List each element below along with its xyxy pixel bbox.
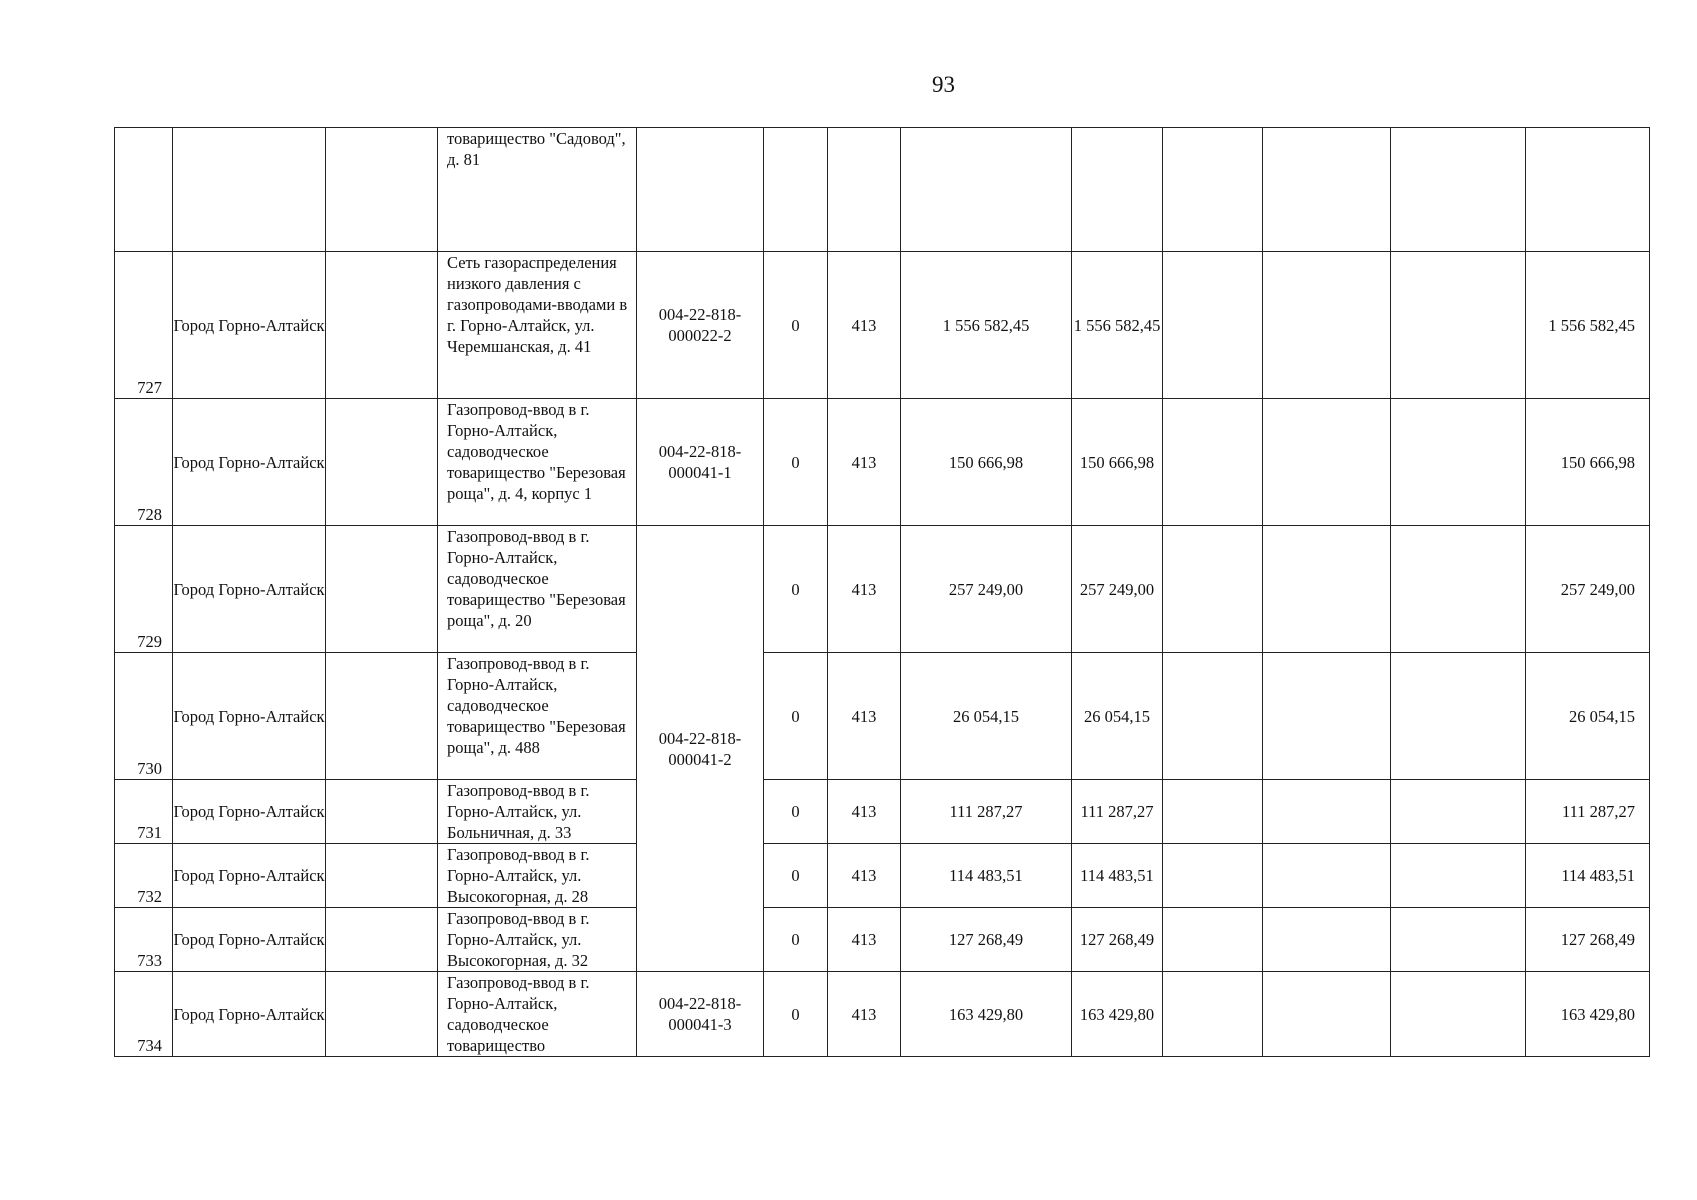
empty-cell [326,252,438,399]
row-number-cell: 731 [115,780,173,844]
municipality-cell: Город Горно-Алтайск [173,908,326,972]
page-number: 93 [932,72,955,97]
table-row [115,780,1650,844]
empty-cell [1163,844,1263,908]
total-cell: 163 429,80 [1526,972,1650,1057]
register-table [114,127,1650,1057]
empty-cell [764,128,828,252]
description-cell: Газопровод-ввод в г. Горно-Алтайск, садоводческое товарищество [438,972,637,1057]
empty-cell [1391,780,1526,844]
total-cell: 111 287,27 [1526,780,1650,844]
empty-cell [1263,844,1391,908]
municipality-cell: Город Горно-Алтайск [173,399,326,526]
amount-cell: 150 666,98 [901,399,1072,526]
table-row [115,526,1650,653]
cadastral-cell [637,128,764,252]
municipality-cell: Город Горно-Алтайск [173,252,326,399]
empty-cell [1263,972,1391,1057]
amount-cell: 257 249,00 [1072,526,1163,653]
empty-cell [1391,908,1526,972]
total-cell: 127 268,49 [1526,908,1650,972]
row-number-cell: 733 [115,908,173,972]
total-cell: 114 483,51 [1526,844,1650,908]
empty-cell [1163,653,1263,780]
total-cell: 257 249,00 [1526,526,1650,653]
value-cell: 413 [828,972,901,1057]
table-row [115,908,1650,972]
amount-cell: 127 268,49 [1072,908,1163,972]
amount-cell: 163 429,80 [1072,972,1163,1057]
value-cell: 0 [764,844,828,908]
empty-cell [1163,128,1263,252]
value-cell: 413 [828,653,901,780]
cadastral-cell: 004-22-818-000041-3 [637,972,764,1057]
total-cell: 1 556 582,45 [1526,252,1650,399]
value-cell: 413 [828,844,901,908]
empty-cell [326,128,438,252]
municipality-cell [173,128,326,252]
description-cell: товарищество "Садовод", д. 81 [438,128,637,252]
amount-cell: 111 287,27 [901,780,1072,844]
value-cell: 413 [828,908,901,972]
row-number-cell [115,128,173,252]
empty-cell [326,844,438,908]
empty-cell [1263,252,1391,399]
amount-cell: 163 429,80 [901,972,1072,1057]
description-cell: Газопровод-ввод в г. Горно-Алтайск, садоводческое товарищество "Березовая роща", д. 4, корпус 1 [438,399,637,526]
value-cell: 0 [764,972,828,1057]
empty-cell [1163,908,1263,972]
empty-cell [1263,653,1391,780]
empty-cell [326,399,438,526]
value-cell: 0 [764,780,828,844]
empty-cell [1391,128,1526,252]
amount-cell: 26 054,15 [901,653,1072,780]
row-number-cell: 730 [115,653,173,780]
amount-cell: 257 249,00 [901,526,1072,653]
empty-cell [1263,908,1391,972]
empty-cell [326,972,438,1057]
empty-cell [1391,844,1526,908]
empty-cell [1263,128,1391,252]
amount-cell: 1 556 582,45 [1072,252,1163,399]
value-cell: 0 [764,526,828,653]
value-cell: 413 [828,780,901,844]
empty-cell [1391,526,1526,653]
municipality-cell: Город Горно-Алтайск [173,526,326,653]
empty-cell [828,128,901,252]
row-number-cell: 732 [115,844,173,908]
description-cell: Газопровод-ввод в г. Горно-Алтайск, ул. Высокогорная, д. 28 [438,844,637,908]
empty-cell [326,780,438,844]
amount-cell: 114 483,51 [1072,844,1163,908]
empty-cell [1163,526,1263,653]
empty-cell [326,526,438,653]
empty-cell [901,128,1072,252]
value-cell: 0 [764,252,828,399]
empty-cell [1072,128,1163,252]
empty-cell [1391,252,1526,399]
table-row [115,972,1650,1057]
amount-cell: 26 054,15 [1072,653,1163,780]
amount-cell: 111 287,27 [1072,780,1163,844]
value-cell: 0 [764,653,828,780]
value-cell: 0 [764,908,828,972]
empty-cell [1391,653,1526,780]
empty-cell [1163,972,1263,1057]
municipality-cell: Город Горно-Алтайск [173,844,326,908]
table-row [115,844,1650,908]
empty-cell [1163,780,1263,844]
cadastral-cell-merged: 004-22-818-000041-2 [637,526,764,972]
amount-cell: 127 268,49 [901,908,1072,972]
description-cell: Газопровод-ввод в г. Горно-Алтайск, садоводческое товарищество "Березовая роща", д. 488 [438,653,637,780]
row-number-cell: 727 [115,252,173,399]
description-cell: Сеть газораспределения низкого давления с газопроводами-вводами в г. Горно-Алтайск, ул. Черемшанская, д. 41 [438,252,637,399]
amount-cell: 150 666,98 [1072,399,1163,526]
description-cell: Газопровод-ввод в г. Горно-Алтайск, ул. Больничная, д. 33 [438,780,637,844]
value-cell: 413 [828,526,901,653]
empty-cell [1391,399,1526,526]
total-cell: 26 054,15 [1526,653,1650,780]
cadastral-cell: 004-22-818-000041-1 [637,399,764,526]
empty-cell [326,908,438,972]
empty-cell [1163,399,1263,526]
municipality-cell: Город Горно-Алтайск [173,972,326,1057]
empty-cell [1263,399,1391,526]
value-cell: 0 [764,399,828,526]
empty-cell [1391,972,1526,1057]
amount-cell: 114 483,51 [901,844,1072,908]
empty-cell [1263,780,1391,844]
description-cell: Газопровод-ввод в г. Горно-Алтайск, садоводческое товарищество "Березовая роща", д. 20 [438,526,637,653]
description-cell: Газопровод-ввод в г. Горно-Алтайск, ул. Высокогорная, д. 32 [438,908,637,972]
empty-cell [1526,128,1650,252]
table-row [115,128,1650,252]
table-row [115,252,1650,399]
row-number-cell: 728 [115,399,173,526]
row-number-cell: 734 [115,972,173,1057]
value-cell: 413 [828,399,901,526]
table-row [115,653,1650,780]
amount-cell: 1 556 582,45 [901,252,1072,399]
empty-cell [1263,526,1391,653]
municipality-cell: Город Горно-Алтайск [173,780,326,844]
empty-cell [1163,252,1263,399]
value-cell: 413 [828,252,901,399]
empty-cell [326,653,438,780]
cadastral-cell: 004-22-818-000022-2 [637,252,764,399]
row-number-cell: 729 [115,526,173,653]
table-row [115,399,1650,526]
total-cell: 150 666,98 [1526,399,1650,526]
municipality-cell: Город Горно-Алтайск [173,653,326,780]
